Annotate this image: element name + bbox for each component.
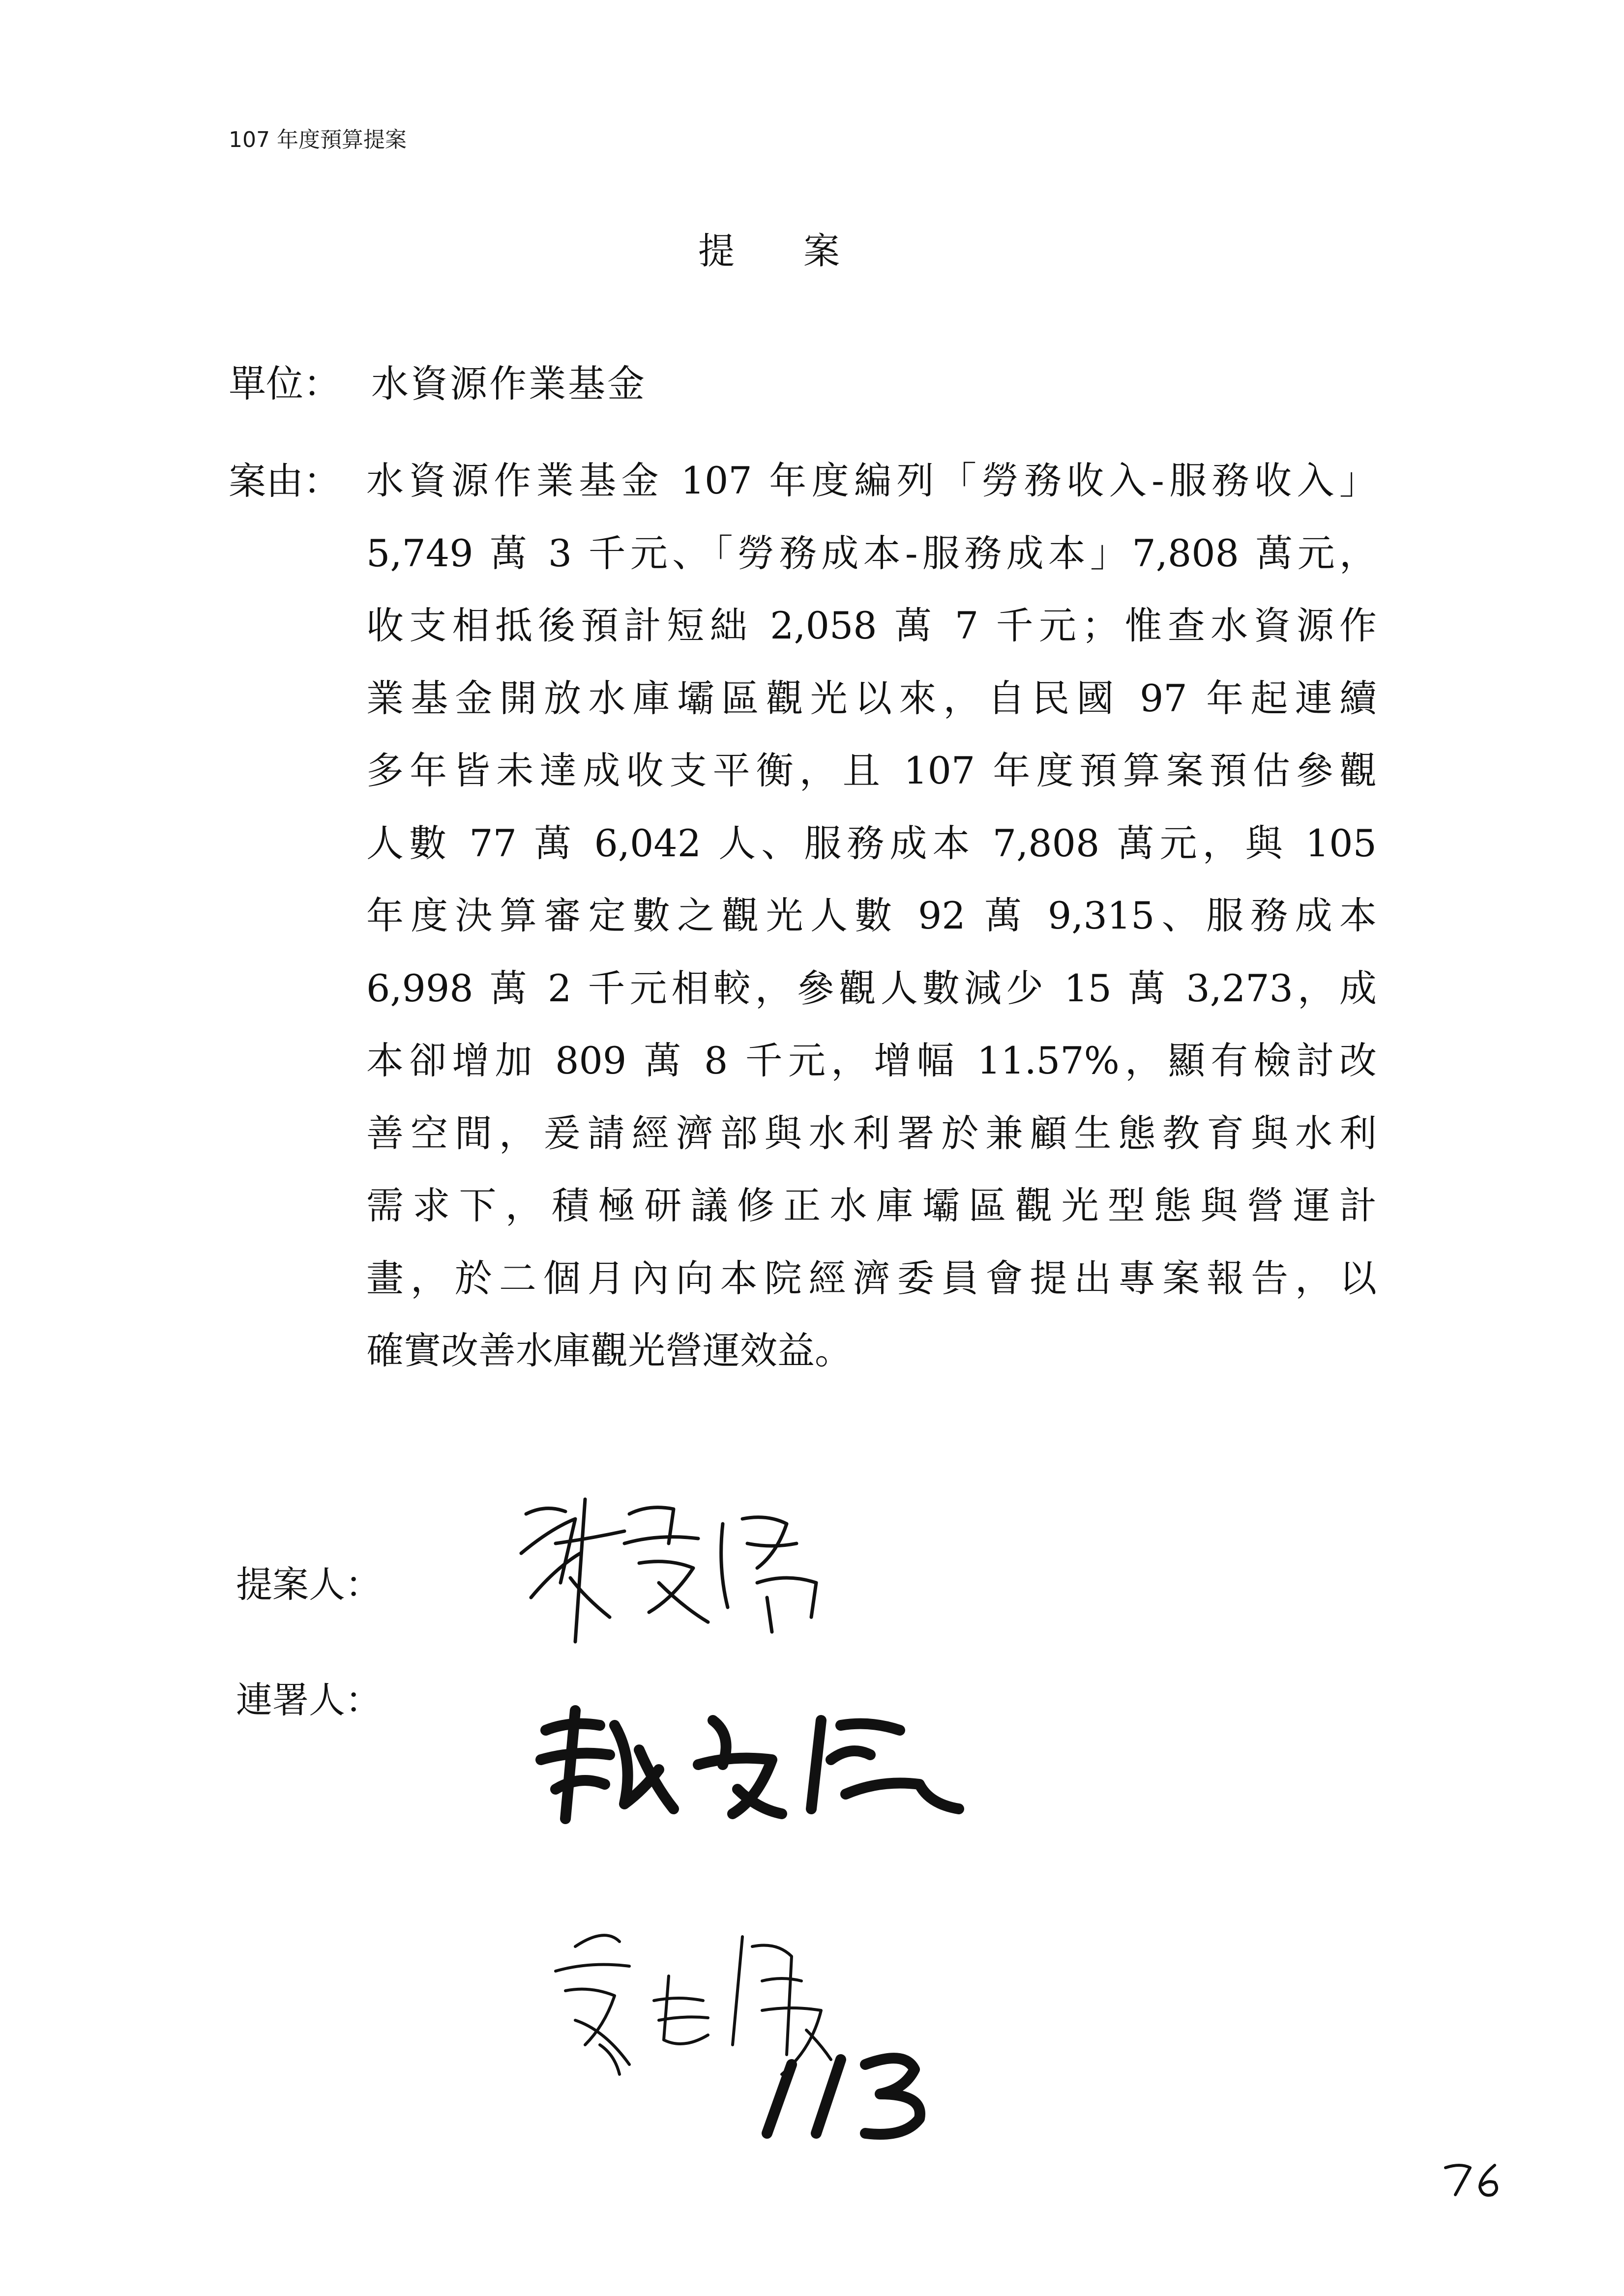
reason-line: 年度決算審定數之觀光人數 92 萬 9,315、服務成本 (366, 894, 1377, 937)
proposer-label: 提案人： (236, 1564, 382, 1606)
proposer-signature (511, 1484, 856, 1652)
handwritten-number (757, 2040, 954, 2145)
reason-line: 人數 77 萬 6,042 人、服務成本 7,808 萬元，與 105 (366, 821, 1377, 865)
reason-line: 多年皆未達成收支平衡，且 107 年度預算案預估參觀 (366, 749, 1377, 792)
reason-line: 需求下，積極研議修正水庫壩區觀光型態與營運計 (366, 1184, 1377, 1227)
handwritten-number-drawing (757, 2040, 954, 2143)
reason-line: 收支相抵後預計短絀 2,058 萬 7 千元；惟查水資源作 (366, 604, 1377, 647)
reason-line: 水資源作業基金 107 年度編列「勞務收入-服務收入」 (366, 459, 1377, 502)
reason-label: 案由： (229, 459, 341, 503)
unit-label: 單位： (229, 362, 341, 406)
document-title: 提案 (698, 230, 909, 272)
cosigner-label: 連署人： (236, 1679, 382, 1721)
cosigner-signature (526, 1691, 978, 1838)
reason-line: 5,749 萬 3 千元、「勞務成本-服務成本」7,808 萬元， (366, 531, 1377, 575)
unit-value: 水資源作業基金 (371, 362, 647, 406)
reason-line: 業基金開放水庫壩區觀光以來，自民國 97 年起連續 (366, 676, 1377, 720)
reason-body (366, 444, 1377, 1387)
header-note: 107 年度預算提案 (229, 127, 407, 152)
page-number (1441, 2158, 1509, 2204)
reason-line: 善空間，爰請經濟部與水利署於兼顧生態教育與水利 (366, 1111, 1377, 1155)
reason-line: 確實改善水庫觀光營運效益。 (366, 1329, 852, 1372)
reason-line: 6,998 萬 2 千元相較，參觀人數減少 15 萬 3,273，成 (366, 966, 1377, 1010)
reason-line: 畫，於二個月內向本院經濟委員會提出專案報告，以 (366, 1256, 1377, 1300)
reason-line: 本卻增加 809 萬 8 千元，增幅 11.57%，顯有檢討改 (366, 1039, 1377, 1082)
page-number-drawing (1441, 2158, 1509, 2202)
